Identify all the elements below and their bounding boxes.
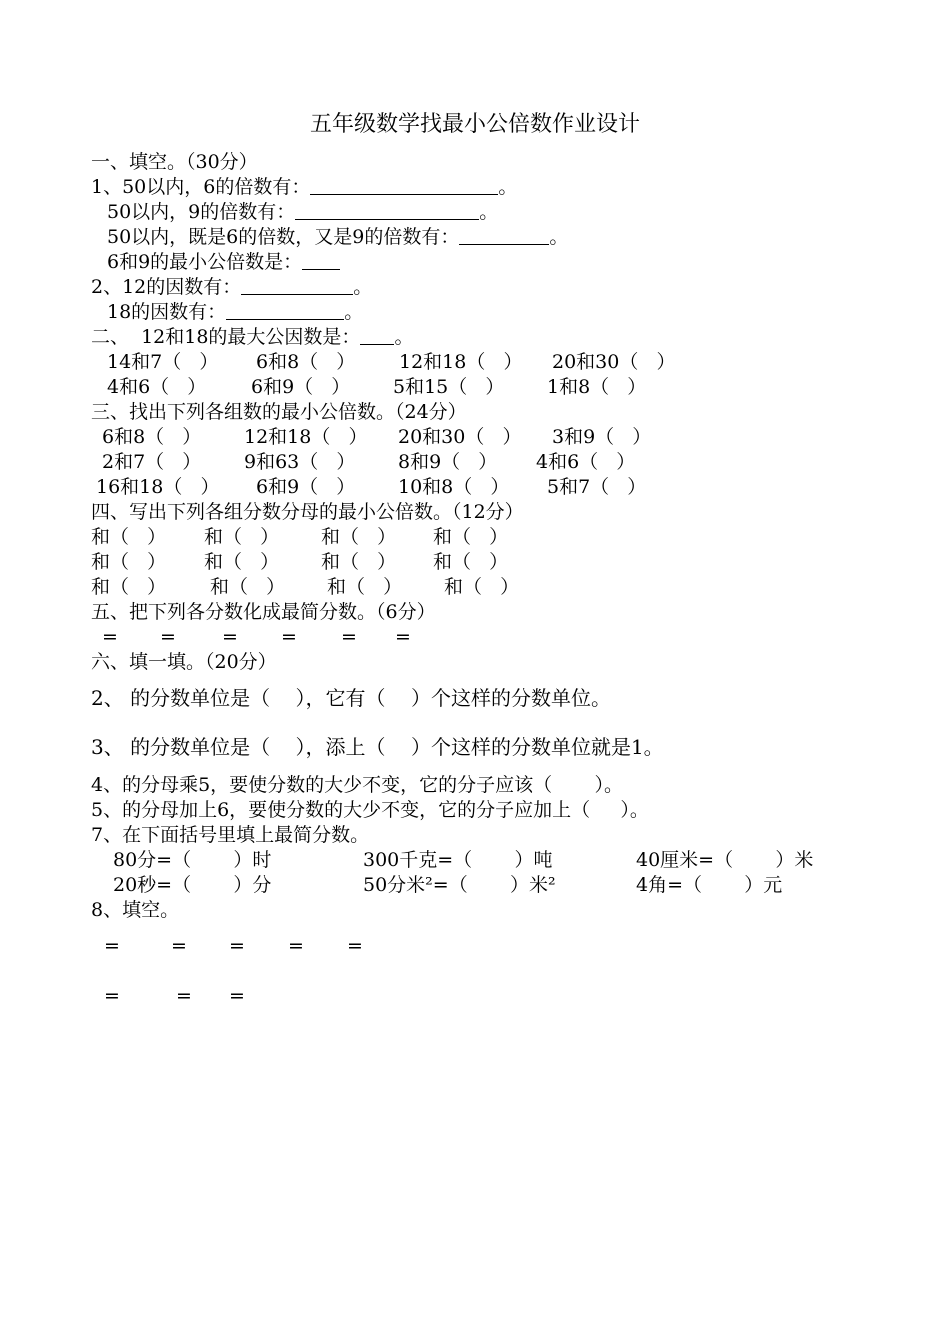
- lcm-item: 10和8（ ）: [398, 476, 510, 498]
- lcm-item: 2和7（ ）: [102, 451, 202, 473]
- equals-sign: =: [229, 935, 245, 957]
- fraction-pair: 和（ ）: [204, 526, 280, 548]
- gcd-item: 4和6（ ）: [107, 376, 207, 398]
- lcm-item: 8和9（ ）: [398, 451, 498, 473]
- unit-conversion-item: 80分=（ ）时: [113, 849, 272, 871]
- answer-blank: [295, 201, 479, 220]
- question-1a: [91, 175, 517, 199]
- fraction-pair: 和（ ）: [433, 526, 509, 548]
- fraction-pair: 和（ ）: [327, 576, 403, 598]
- gcd-item: 6和9（ ）: [251, 376, 351, 398]
- unit-conversion-item: 4角=（ ）元: [636, 874, 783, 896]
- question-2a: [91, 275, 372, 299]
- question-2b: [107, 300, 363, 324]
- question-1a-text: 1、50以内，6的倍数有：: [91, 176, 311, 198]
- unit-conversion-item: 50分米²=（ ）米²: [363, 874, 556, 896]
- question-6-7: 7、在下面括号里填上最简分数。: [91, 824, 370, 846]
- fraction-pair: 和（ ）: [321, 551, 397, 573]
- lcm-item: 5和7（ ）: [547, 476, 647, 498]
- page-title: 五年级数学找最小公倍数作业设计: [309, 112, 640, 137]
- question-6-3: 3、 的分数单位是（ ），添上（ ）个这样的分数单位就是1。: [91, 735, 664, 759]
- question-2a-text: 2、12的因数有：: [91, 276, 242, 298]
- fraction-pair: 和（ ）: [433, 551, 509, 573]
- fraction-pair: 和（ ）: [321, 526, 397, 548]
- equals-sign: =: [347, 935, 363, 957]
- answer-blank: [360, 326, 394, 345]
- gcd-item: 5和15（ ）: [393, 376, 505, 398]
- lcm-item: 3和9（ ）: [552, 426, 652, 448]
- lcm-item: 6和9（ ）: [256, 476, 356, 498]
- equals-sign: =: [171, 935, 187, 957]
- period: 。: [394, 326, 414, 348]
- equals-sign: =: [176, 985, 192, 1007]
- question-1d: [107, 250, 340, 274]
- answer-blank: [226, 301, 344, 320]
- question-1b: [107, 200, 498, 224]
- question-1b-text: 50以内，9的倍数有：: [107, 201, 296, 223]
- unit-conversion-item: 40厘米=（ ）米: [636, 849, 814, 871]
- question-6-4: 4、的分母乘5，要使分数的大少不变，它的分子应该（ ）。: [91, 774, 623, 796]
- section-3-heading: 三、找出下列各组数的最小公倍数。（24分）: [91, 401, 467, 423]
- equals-sign: =: [102, 626, 118, 648]
- answer-blank: [459, 226, 549, 245]
- fraction-pair: 和（ ）: [444, 576, 520, 598]
- unit-conversion-item: 20秒=（ ）分: [113, 874, 272, 896]
- equals-sign: =: [288, 935, 304, 957]
- question-6-8: 8、填空。: [91, 899, 180, 921]
- section-2-heading: [91, 325, 413, 349]
- fraction-pair: 和（ ）: [91, 551, 167, 573]
- answer-blank: [241, 276, 353, 295]
- equals-sign: =: [222, 626, 238, 648]
- period: 。: [498, 176, 518, 198]
- equals-sign: =: [395, 626, 411, 648]
- period: 。: [479, 201, 499, 223]
- answer-blank: [310, 176, 498, 195]
- question-6-2: 2、 的分数单位是（ ），它有（ ）个这样的分数单位。: [91, 686, 611, 710]
- lcm-item: 20和30（ ）: [398, 426, 522, 448]
- gcd-item: 20和30（ ）: [552, 351, 676, 373]
- fraction-pair: 和（ ）: [91, 526, 167, 548]
- equals-sign: =: [160, 626, 176, 648]
- question-6-5: 5、的分母加上6，要使分数的大少不变，它的分子应加上（ ）。: [91, 799, 649, 821]
- question-1c-text: 50以内，既是6的倍数，又是9的倍数有：: [107, 226, 460, 248]
- section-2-heading-text: 二、 12和18的最大公因数是：: [91, 326, 361, 348]
- question-2b-text: 18的因数有：: [107, 301, 227, 323]
- section-1-heading: 一、填空。（30分）: [91, 151, 258, 173]
- lcm-item: 12和18（ ）: [244, 426, 368, 448]
- equals-sign: =: [229, 985, 245, 1007]
- question-1c: [107, 225, 568, 249]
- fraction-pair: 和（ ）: [204, 551, 280, 573]
- question-1d-text: 6和9的最小公倍数是：: [107, 251, 303, 273]
- equals-sign: =: [104, 935, 120, 957]
- period: 。: [344, 301, 364, 323]
- lcm-item: 16和18（ ）: [96, 476, 220, 498]
- gcd-item: 14和7（ ）: [107, 351, 219, 373]
- period: 。: [549, 226, 569, 248]
- unit-conversion-item: 300千克=（ ）吨: [363, 849, 553, 871]
- gcd-item: 12和18（ ）: [399, 351, 523, 373]
- fraction-pair: 和（ ）: [210, 576, 286, 598]
- period: 。: [353, 276, 373, 298]
- equals-sign: =: [281, 626, 297, 648]
- lcm-item: 6和8（ ）: [102, 426, 202, 448]
- lcm-item: 4和6（ ）: [536, 451, 636, 473]
- fraction-pair: 和（ ）: [91, 576, 167, 598]
- section-4-heading: 四、写出下列各组分数分母的最小公倍数。（12分）: [91, 501, 524, 523]
- equals-sign: =: [341, 626, 357, 648]
- section-6-heading: 六、填一填。（20分）: [91, 651, 277, 673]
- section-5-heading: 五、把下列各分数化成最简分数。（6分）: [91, 601, 436, 623]
- gcd-item: 6和8（ ）: [256, 351, 356, 373]
- lcm-item: 9和63（ ）: [244, 451, 356, 473]
- equals-sign: =: [104, 985, 120, 1007]
- gcd-item: 1和8（ ）: [547, 376, 647, 398]
- answer-blank: [302, 251, 340, 270]
